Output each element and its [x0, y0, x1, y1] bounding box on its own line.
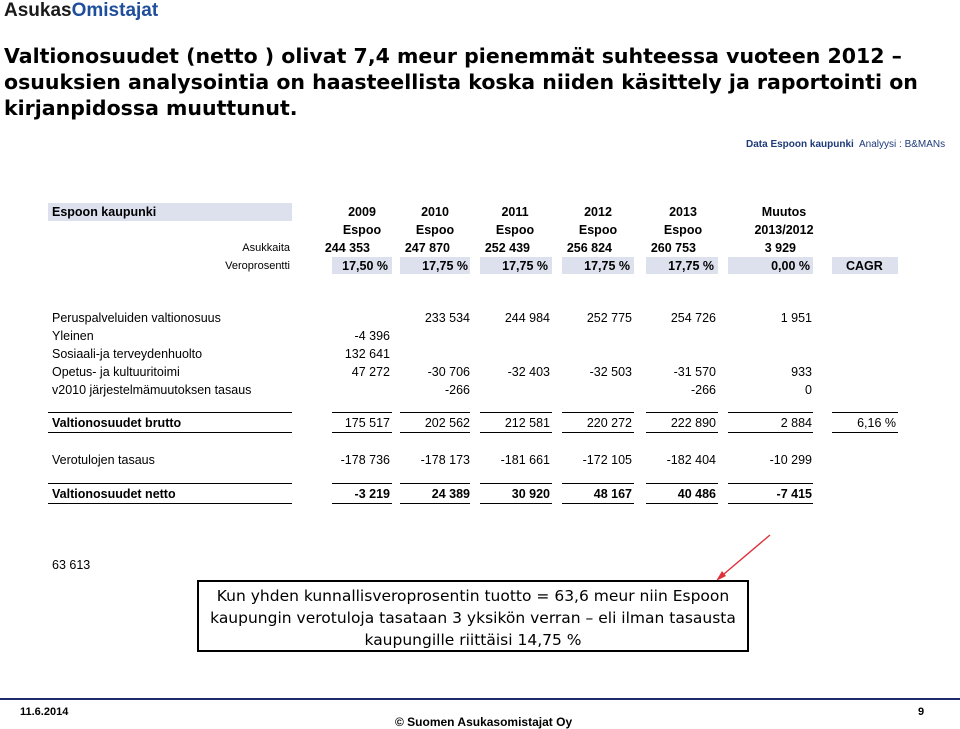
table-cell: -266 [690, 383, 716, 397]
netto-value: 48 167 [593, 487, 632, 501]
brutto-label: Valtionosuudet brutto [52, 416, 182, 430]
table-cell: 933 [791, 365, 812, 379]
entity-header: Espoo [495, 223, 535, 237]
brutto-value: 212 581 [504, 416, 550, 430]
table-row-label: Yleinen [52, 329, 94, 343]
brutto-value: 202 562 [424, 416, 470, 430]
year-header: 2012 [584, 205, 612, 219]
entity-header: Espoo [578, 223, 618, 237]
tax-label: Veroprosentti [225, 260, 290, 272]
table-row-label: Peruspalveluiden valtionosuus [52, 311, 221, 325]
brutto-value: 175 517 [344, 416, 390, 430]
tasaus-value: -172 105 [582, 453, 632, 467]
netto-value: 40 486 [677, 487, 716, 501]
table-cell: -32 403 [507, 365, 550, 379]
netto-label: Valtionosuudet netto [52, 487, 176, 501]
tasaus-value: -178 173 [420, 453, 470, 467]
netto-value: 30 920 [511, 487, 550, 501]
table-row-label: Opetus- ja kultuuritoimi [52, 365, 180, 379]
logo: AsukasOmistajat [4, 0, 159, 21]
year-header: 2011 [501, 205, 529, 219]
data-source: Data Espoon kaupunki [746, 139, 854, 150]
tax-value: 17,75 % [668, 259, 714, 273]
year-header: 2010 [421, 205, 449, 219]
table-cell: 244 984 [504, 311, 550, 325]
table-row-label: v2010 järjestelmämuutoksen tasaus [52, 383, 252, 397]
year-header: 2009 [348, 205, 376, 219]
tax-value: 0,00 % [771, 259, 810, 273]
table-cell: 233 534 [424, 311, 470, 325]
tasaus-value: -178 736 [340, 453, 390, 467]
cagr-value: 6,16 % [857, 416, 896, 430]
residents-value: 3 929 [764, 241, 796, 255]
cagr-header: CAGR [846, 259, 883, 273]
table-cell: 1 951 [780, 311, 812, 325]
change-header: Muutos [761, 205, 807, 219]
city-label: Espoon kaupunki [52, 205, 157, 219]
residents-label: Asukkaita [242, 242, 290, 254]
table-cell: 0 [805, 383, 812, 397]
analysis-source: Analyysi : B&MANs [859, 139, 946, 150]
page-headline: Valtionosuudet (netto ) olivat 7,4 meur pienemmät suhteessa vuoteen 2012 – osuuksien analysointia on haasteellista koska niiden käsittely ja raportointi on kirjanpidossa muuttunut. [4, 44, 918, 120]
table-cell: -30 706 [427, 365, 470, 379]
tasaus-value: -182 404 [666, 453, 716, 467]
tax-value: 17,75 % [502, 259, 548, 273]
table-cell: -31 570 [673, 365, 716, 379]
brutto-value: 2 884 [780, 416, 812, 430]
year-header: 2013 [669, 205, 697, 219]
table-cell: -32 503 [589, 365, 632, 379]
table-cell: 252 775 [586, 311, 632, 325]
page-number: 9 [918, 706, 925, 718]
table-cell: 254 726 [670, 311, 716, 325]
entity-header: Espoo [342, 223, 382, 237]
netto-value: 24 389 [431, 487, 470, 501]
tasaus-value: -181 661 [500, 453, 550, 467]
residents-value: 247 870 [404, 241, 450, 255]
netto-value: -7 415 [776, 487, 812, 501]
table-cell: -4 396 [354, 329, 390, 343]
residents-value: 252 439 [484, 241, 530, 255]
table-row-label: Sosiaali-ja terveydenhuolto [52, 347, 203, 361]
tasaus-label: Verotulojen tasaus [52, 453, 155, 467]
residents-value: 260 753 [650, 241, 696, 255]
brutto-value: 220 272 [586, 416, 632, 430]
netto-value: -3 219 [354, 487, 390, 501]
table-cell: 47 272 [351, 365, 390, 379]
arrow-line [718, 535, 770, 579]
tasaus-value: -10 299 [769, 453, 812, 467]
entity-header: Espoo [415, 223, 455, 237]
footer-divider [0, 698, 960, 700]
table-cell: -266 [444, 383, 470, 397]
footer-date: 11.6.2014 [20, 706, 69, 718]
tax-value: 17,75 % [422, 259, 468, 273]
table-cell: 132 641 [344, 347, 390, 361]
change-period: 2013/2012 [754, 223, 814, 237]
brutto-value: 222 890 [670, 416, 716, 430]
tax-value: 17,75 % [584, 259, 630, 273]
side-value: 63 613 [52, 558, 91, 572]
residents-value: 244 353 [324, 241, 370, 255]
entity-header: Espoo [663, 223, 703, 237]
tax-value: 17,50 % [342, 259, 388, 273]
callout-box: Kun yhden kunnallisveroprosentin tuotto = 63,6 meur niin Espoon kaupungin verotuloja tasataan 3 yksikön verran – eli ilman tasausta kaupungille riittäisi 14,75 % [197, 580, 749, 652]
footer-copyright: © Suomen Asukasomistajat Oy [395, 715, 573, 729]
residents-value: 256 824 [566, 241, 612, 255]
